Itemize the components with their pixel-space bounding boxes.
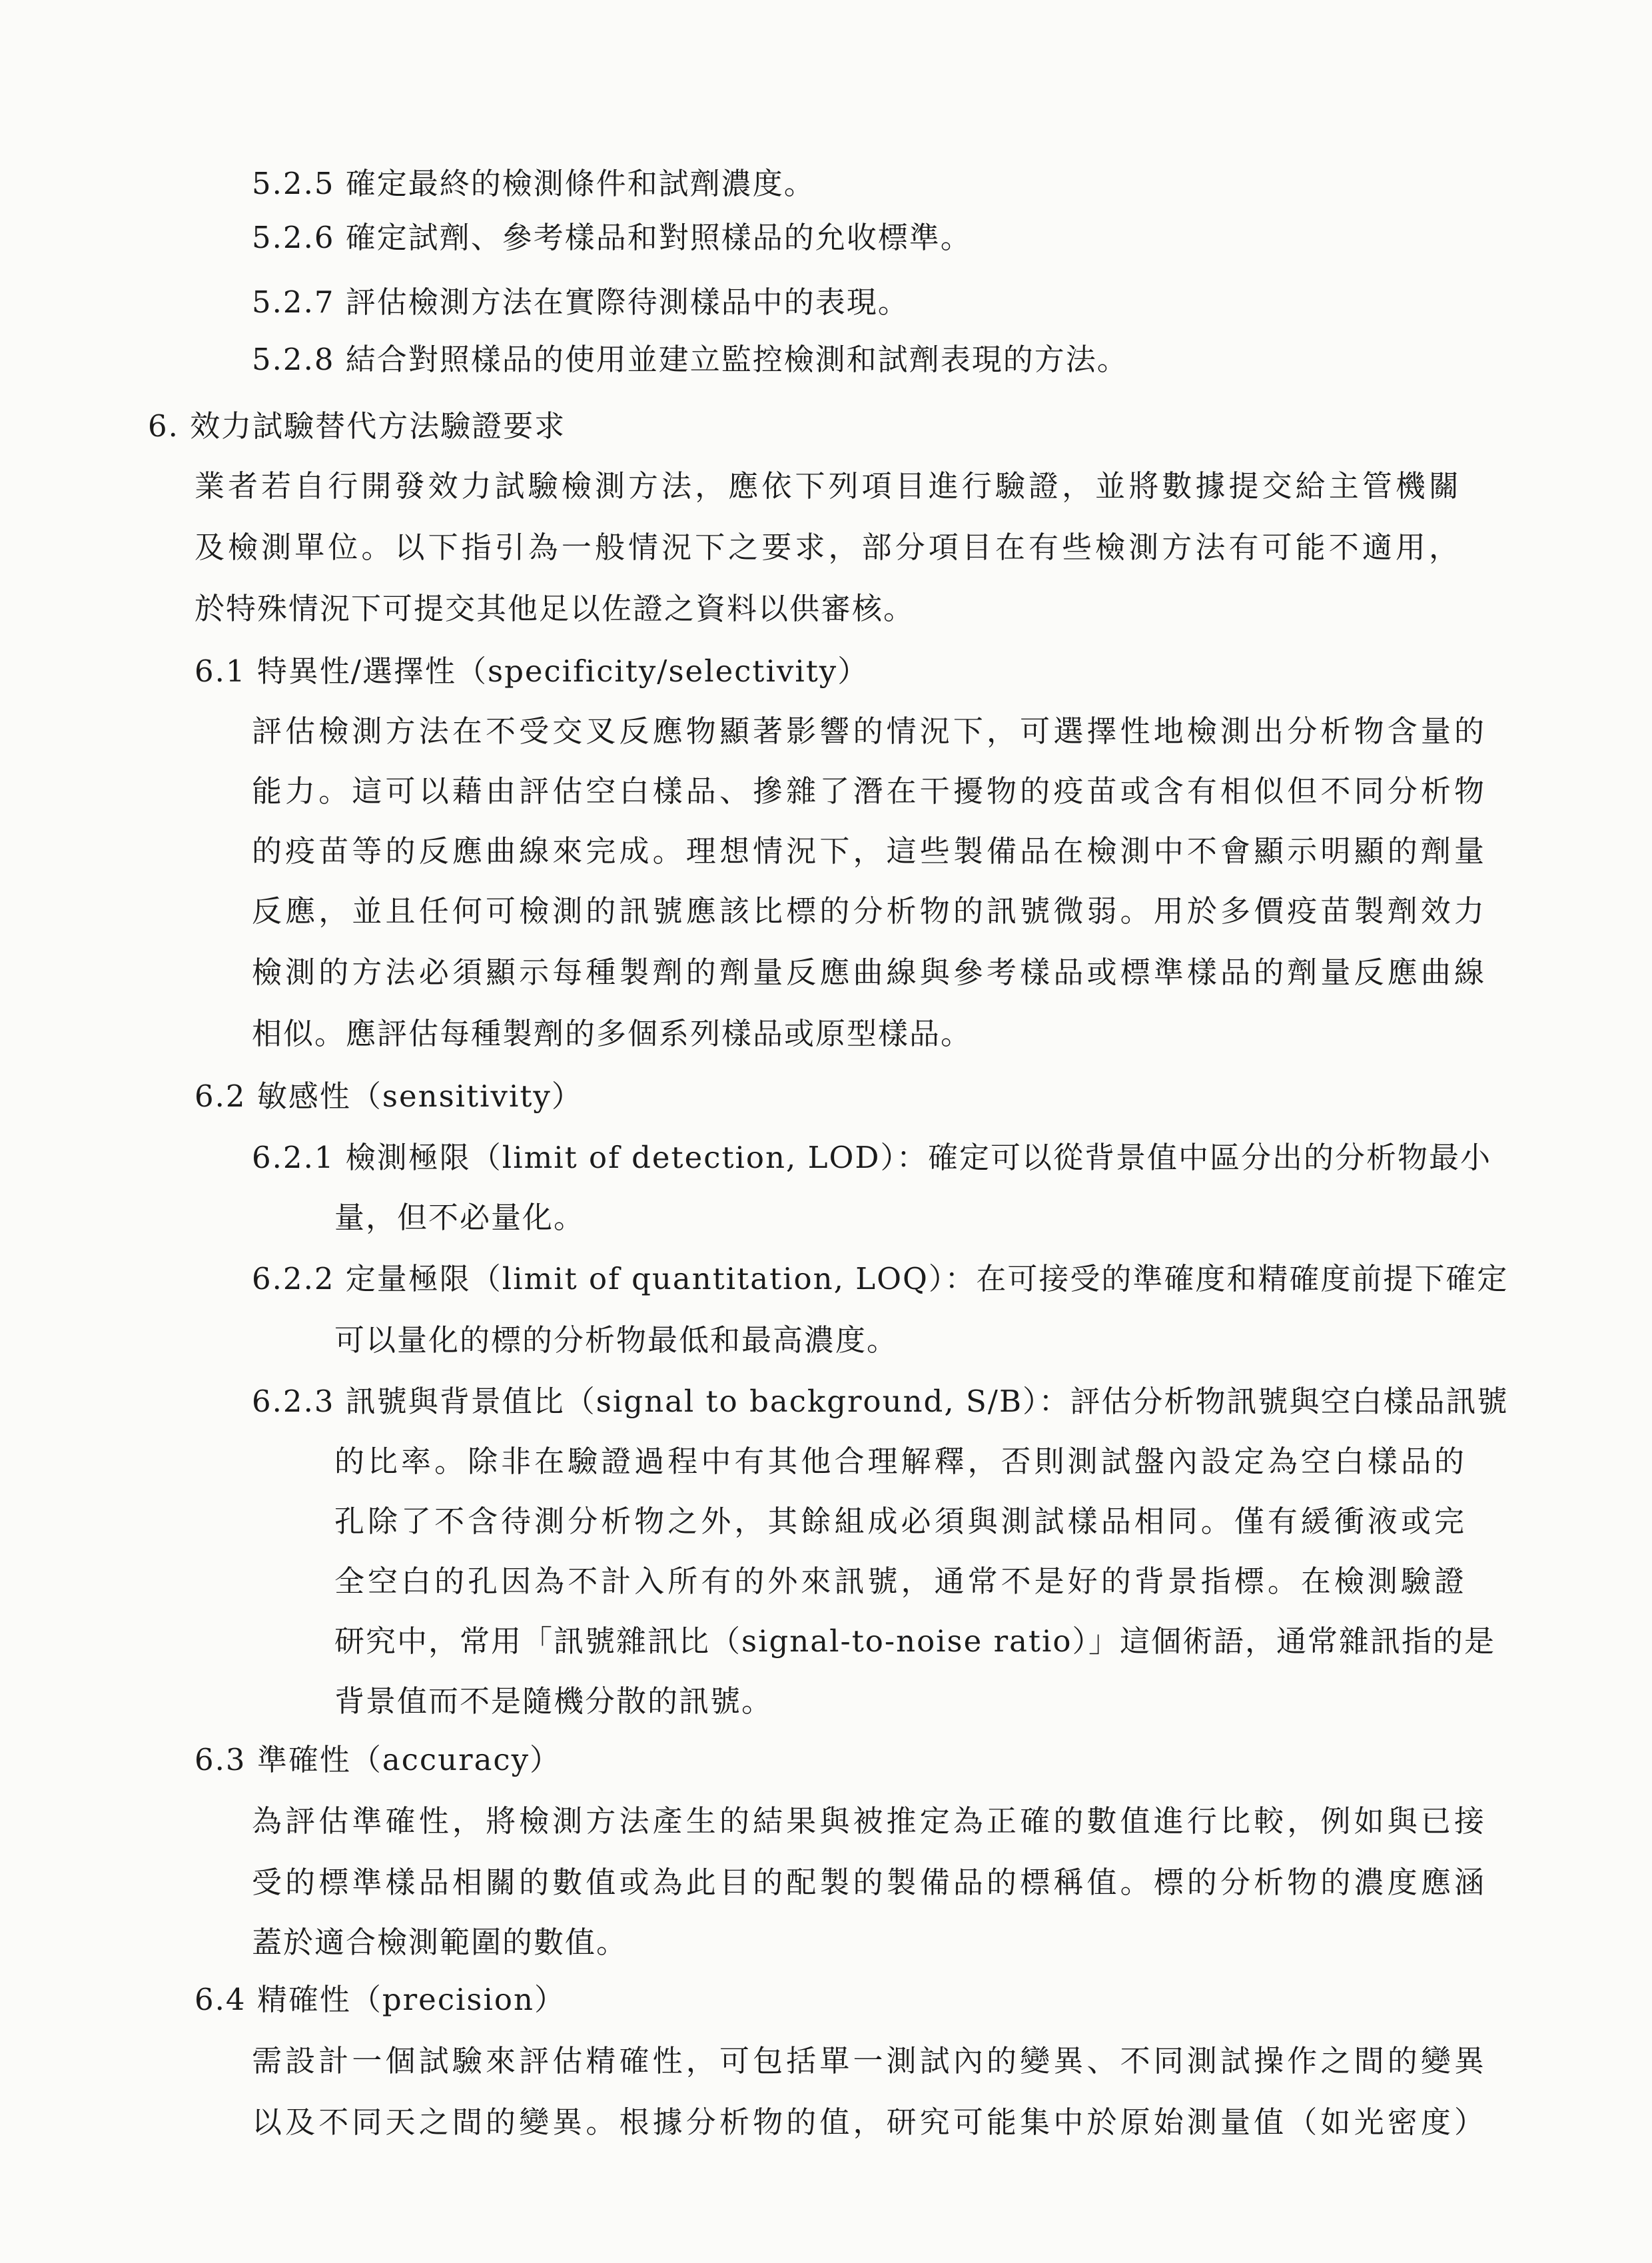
item-6-2-3-line: 全空白的孔因為不計入所有的外來訊號，通常不是好的背景指標。在檢測驗證 (334, 1564, 1465, 1599)
item-6-2-3-line: 研究中，常用「訊號雜訊比（signal-to-noise ratio）」這個術語，通常雜訊指的是 (334, 1623, 1495, 1659)
item-5-2-5: 5.2.5 確定最終的檢測條件和試劑濃度。 (252, 166, 815, 201)
section-6-intro-line: 於特殊情況下可提交其他足以佐證之資料以供審核。 (195, 591, 915, 626)
section-6-heading: 6. 效力試驗替代方法驗證要求 (148, 408, 566, 444)
section-6-3-heading: 6.3 準確性（accuracy） (195, 1742, 562, 1777)
item-6-2-1-line: 量，但不必量化。 (334, 1200, 586, 1235)
item-6-2-3-line: 6.2.3 訊號與背景值比（signal to background, S/B）：評估分析物訊號與空白樣品訊號 (252, 1384, 1509, 1419)
section-6-intro-line: 業者若自行開發效力試驗檢測方法，應依下列項目進行驗證，並將數據提交給主管機關 (195, 468, 1460, 504)
item-6-2-3-line: 孔除了不含待測分析物之外，其餘組成必須與測試樣品相同。僅有緩衝液或完 (334, 1504, 1465, 1539)
section-6-3-line: 蓋於適合檢測範圍的數值。 (252, 1925, 628, 1960)
item-6-2-1-line: 6.2.1 檢測極限（limit of detection, LOD）：確定可以從背景值中區分出的分析物最小 (252, 1140, 1491, 1175)
item-6-2-2-line: 6.2.2 定量極限（limit of quantitation, LOQ）：在可接受的準確度和精確度前提下確定 (252, 1261, 1509, 1296)
section-6-4-line: 需設計一個試驗來評估精確性，可包括單一測試內的變異、不同測試操作之間的變異 (252, 2043, 1485, 2078)
section-6-3-line: 受的標準樣品相關的數值或為此目的配製的製備品的標稱值。標的分析物的濃度應涵 (252, 1865, 1485, 1900)
section-6-intro-line: 及檢測單位。以下指引為一般情況下之要求，部分項目在有些檢測方法有可能不適用， (195, 530, 1460, 565)
section-6-3-line: 為評估準確性，將檢測方法產生的結果與被推定為正確的數值進行比較，例如與已接 (252, 1803, 1485, 1839)
item-6-2-3-line: 的比率。除非在驗證過程中有其他合理解釋，否則測試盤內設定為空白樣品的 (334, 1444, 1465, 1479)
section-6-1-line: 評估檢測方法在不受交叉反應物顯著影響的情況下，可選擇性地檢測出分析物含量的 (252, 713, 1485, 749)
section-6-1-line: 的疫苗等的反應曲線來完成。理想情況下，這些製備品在檢測中不會顯示明顯的劑量 (252, 833, 1485, 869)
item-6-2-2-line: 可以量化的標的分析物最低和最高濃度。 (334, 1322, 899, 1358)
item-5-2-6: 5.2.6 確定試劑、參考樣品和對照樣品的允收標準。 (252, 220, 972, 255)
section-6-1-line: 能力。這可以藉由評估空白樣品、摻雜了潛在干擾物的疫苗或含有相似但不同分析物 (252, 773, 1485, 809)
section-6-1-line: 檢測的方法必須顯示每種製劑的劑量反應曲線與參考樣品或標準樣品的劑量反應曲線 (252, 955, 1485, 990)
item-5-2-7: 5.2.7 評估檢測方法在實際待測樣品中的表現。 (252, 284, 909, 320)
section-6-2-heading: 6.2 敏感性（sensitivity） (195, 1079, 583, 1114)
section-6-4-line: 以及不同天之間的變異。根據分析物的值，研究可能集中於原始測量值（如光密度） (252, 2104, 1485, 2140)
section-6-1-heading: 6.1 特異性/選擇性（specificity/selectivity） (195, 654, 869, 689)
section-6-1-line: 相似。應評估每種製劑的多個系列樣品或原型樣品。 (252, 1016, 973, 1051)
section-6-4-heading: 6.4 精確性（precision） (195, 1982, 566, 2017)
section-6-1-line: 反應，並且任何可檢測的訊號應該比標的分析物的訊號微弱。用於多價疫苗製劑效力 (252, 893, 1485, 929)
item-5-2-8: 5.2.8 結合對照樣品的使用並建立監控檢測和試劑表現的方法。 (252, 342, 1128, 377)
item-6-2-3-line: 背景值而不是隨機分散的訊號。 (334, 1683, 773, 1719)
